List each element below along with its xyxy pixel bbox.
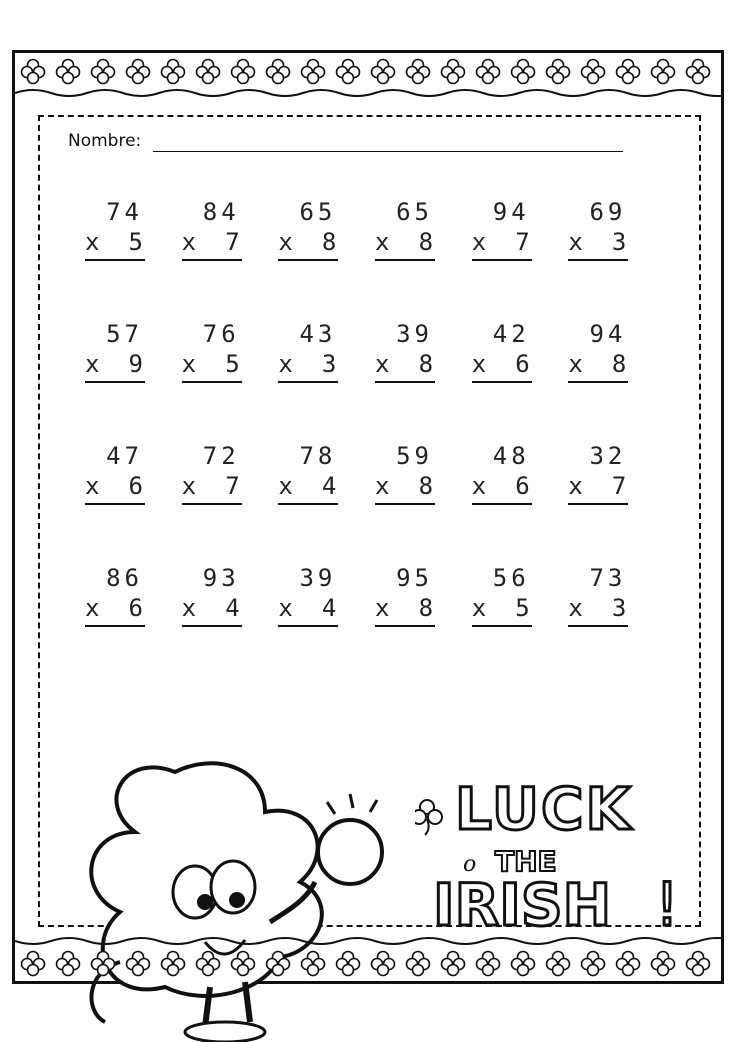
multiplication-problem bbox=[568, 563, 665, 685]
operator-x: x bbox=[375, 228, 390, 256]
multiplication-problem bbox=[278, 441, 375, 563]
answer-line[interactable] bbox=[375, 259, 435, 261]
title-irish: IRISH bbox=[433, 871, 612, 937]
multiplication-problem bbox=[182, 441, 279, 563]
multiplier-row bbox=[472, 227, 530, 257]
name-line[interactable] bbox=[153, 151, 623, 152]
clover-icon bbox=[337, 60, 360, 84]
shamrock-mascot-icon bbox=[65, 742, 405, 1042]
operator-x: x bbox=[278, 350, 293, 378]
multiplicand: 74 bbox=[106, 198, 143, 226]
clover-icon bbox=[407, 952, 430, 976]
multiplier: 6 bbox=[515, 350, 530, 378]
clover-icon bbox=[372, 60, 395, 84]
answer-line[interactable] bbox=[568, 259, 628, 261]
multiplier: 7 bbox=[225, 472, 240, 500]
multiplication-problem bbox=[85, 563, 182, 685]
clover-icon bbox=[162, 952, 185, 976]
clover-icon bbox=[652, 952, 675, 976]
multiplication-problem bbox=[472, 197, 569, 319]
clover-border-bottom bbox=[15, 933, 721, 981]
multiplier-row bbox=[278, 471, 336, 501]
small-clover-icon bbox=[415, 800, 442, 835]
multiplication-problem bbox=[472, 441, 569, 563]
answer-line[interactable] bbox=[568, 503, 628, 505]
clover-icon bbox=[197, 952, 220, 976]
clover-icon bbox=[22, 952, 45, 976]
multiplier-row bbox=[375, 593, 433, 623]
clover-icon bbox=[127, 60, 150, 84]
multiplicand: 39 bbox=[299, 564, 337, 592]
multiplier-row bbox=[182, 471, 240, 501]
clover-icon bbox=[267, 60, 290, 84]
multiplication-problem bbox=[472, 563, 569, 685]
multiplicand: 43 bbox=[299, 320, 337, 348]
multiplier: 8 bbox=[418, 228, 434, 256]
clover-icon bbox=[232, 952, 255, 976]
multiplier: 6 bbox=[128, 472, 143, 500]
multiplication-problem bbox=[375, 319, 472, 441]
multiplier-row bbox=[568, 471, 626, 501]
multiplicand: 95 bbox=[396, 564, 434, 592]
answer-line[interactable] bbox=[278, 625, 338, 627]
operator-x: x bbox=[568, 472, 583, 500]
multiplicand: 84 bbox=[202, 198, 240, 226]
operator-x: x bbox=[181, 594, 197, 622]
multiplier: 8 bbox=[611, 350, 627, 378]
answer-line[interactable] bbox=[182, 259, 242, 261]
clover-icon bbox=[92, 952, 115, 976]
multiplier: 5 bbox=[225, 350, 240, 378]
multiplicand: 73 bbox=[589, 564, 627, 592]
answer-line[interactable] bbox=[278, 381, 338, 383]
multiplication-problem bbox=[182, 563, 279, 685]
clover-icon bbox=[687, 952, 710, 976]
clover-icon bbox=[267, 952, 290, 976]
multiplier: 6 bbox=[515, 472, 530, 500]
multiplier: 7 bbox=[515, 228, 530, 256]
operator-x: x bbox=[568, 228, 583, 256]
multiplication-problem bbox=[375, 563, 472, 685]
multiplier: 4 bbox=[321, 594, 337, 622]
multiplier-row bbox=[568, 349, 626, 379]
multiplication-problem bbox=[85, 197, 182, 319]
operator-x: x bbox=[181, 228, 197, 256]
answer-line[interactable] bbox=[472, 381, 532, 383]
multiplication-problem bbox=[182, 319, 279, 441]
problem-row bbox=[85, 441, 665, 563]
clover-icon bbox=[652, 60, 675, 84]
operator-x: x bbox=[278, 228, 293, 256]
multiplier-row bbox=[278, 349, 336, 379]
clover-icon bbox=[57, 952, 80, 976]
operator-x: x bbox=[471, 350, 487, 378]
answer-line[interactable] bbox=[375, 625, 435, 627]
operator-x: x bbox=[85, 472, 100, 500]
multiplier-row bbox=[182, 349, 240, 379]
clover-icon bbox=[92, 60, 115, 84]
clover-icon bbox=[512, 60, 535, 84]
operator-x: x bbox=[181, 350, 197, 378]
operator-x: x bbox=[375, 472, 390, 500]
title-exclaim: ! bbox=[655, 870, 680, 937]
title-luck: LUCK bbox=[455, 775, 633, 843]
multiplicand: 69 bbox=[589, 198, 627, 226]
multiplier: 8 bbox=[321, 228, 337, 256]
multiplicand: 86 bbox=[106, 564, 143, 592]
clover-icon bbox=[582, 952, 605, 976]
answer-line[interactable] bbox=[85, 503, 145, 505]
operator-x: x bbox=[471, 472, 487, 500]
multiplier-row bbox=[472, 471, 530, 501]
answer-line[interactable] bbox=[85, 381, 145, 383]
clover-icon bbox=[582, 60, 605, 84]
answer-line[interactable] bbox=[85, 625, 145, 627]
multiplier: 8 bbox=[418, 472, 434, 500]
problem-grid bbox=[85, 197, 665, 685]
multiplication-problem bbox=[375, 197, 472, 319]
multiplier: 4 bbox=[321, 472, 337, 500]
title-o: o bbox=[463, 852, 477, 877]
multiplier-row bbox=[375, 227, 433, 257]
clover-icon bbox=[512, 952, 535, 976]
clover-icon bbox=[22, 60, 45, 84]
multiplier: 8 bbox=[418, 350, 434, 378]
multiplier-row bbox=[568, 227, 626, 257]
multiplier: 5 bbox=[128, 228, 143, 256]
clover-icon bbox=[617, 952, 640, 976]
clover-icon bbox=[547, 60, 570, 84]
answer-line[interactable] bbox=[278, 259, 338, 261]
multiplier-row bbox=[375, 349, 433, 379]
multiplicand: 59 bbox=[396, 442, 434, 470]
operator-x: x bbox=[471, 228, 487, 256]
multiplier-row bbox=[182, 593, 240, 623]
multiplier-row bbox=[278, 227, 336, 257]
multiplier: 7 bbox=[225, 228, 240, 256]
clover-icon bbox=[302, 60, 325, 84]
luck-of-the-irish-title bbox=[415, 767, 695, 941]
multiplier: 7 bbox=[611, 472, 627, 500]
operator-x: x bbox=[85, 228, 100, 256]
multiplicand: 42 bbox=[492, 320, 530, 348]
problem-row bbox=[85, 197, 665, 319]
operator-x: x bbox=[375, 350, 390, 378]
multiplier-row bbox=[85, 227, 143, 257]
answer-line[interactable] bbox=[182, 625, 242, 627]
worksheet-frame bbox=[12, 50, 724, 984]
clover-icon bbox=[442, 952, 465, 976]
operator-x: x bbox=[278, 472, 293, 500]
multiplication-problem bbox=[568, 197, 665, 319]
multiplier: 9 bbox=[128, 350, 143, 378]
clover-icon bbox=[442, 60, 465, 84]
answer-line[interactable] bbox=[472, 625, 532, 627]
answer-line[interactable] bbox=[85, 259, 145, 261]
clover-icon bbox=[477, 60, 500, 84]
multiplication-problem bbox=[85, 319, 182, 441]
multiplicand: 48 bbox=[492, 442, 530, 470]
multiplicand: 39 bbox=[396, 320, 434, 348]
multiplier: 6 bbox=[128, 594, 143, 622]
clover-icon bbox=[547, 952, 570, 976]
clover-icon bbox=[477, 952, 500, 976]
multiplication-problem bbox=[568, 441, 665, 563]
multiplier: 3 bbox=[321, 350, 337, 378]
operator-x: x bbox=[85, 594, 100, 622]
clover-icon bbox=[617, 60, 640, 84]
operator-x: x bbox=[375, 594, 390, 622]
multiplier-row bbox=[472, 349, 530, 379]
clover-icon bbox=[687, 60, 710, 84]
multiplicand: 94 bbox=[589, 320, 627, 348]
clover-border-top bbox=[15, 53, 721, 101]
multiplicand: 72 bbox=[202, 442, 240, 470]
multiplication-problem bbox=[472, 319, 569, 441]
multiplication-problem bbox=[278, 319, 375, 441]
clover-icon bbox=[57, 60, 80, 84]
worksheet-panel bbox=[38, 115, 701, 937]
clover-icon bbox=[302, 952, 325, 976]
answer-line[interactable] bbox=[568, 625, 628, 627]
multiplier-row bbox=[278, 593, 336, 623]
multiplier-row bbox=[85, 471, 143, 501]
answer-line[interactable] bbox=[278, 503, 338, 505]
multiplier-row bbox=[375, 471, 433, 501]
multiplication-problem bbox=[182, 197, 279, 319]
multiplication-problem bbox=[568, 319, 665, 441]
operator-x: x bbox=[181, 472, 197, 500]
problem-row bbox=[85, 563, 665, 685]
problem-row bbox=[85, 319, 665, 441]
name-label: Nombre: bbox=[68, 131, 142, 151]
answer-line[interactable] bbox=[472, 503, 532, 505]
answer-line[interactable] bbox=[375, 381, 435, 383]
multiplicand: 32 bbox=[589, 442, 627, 470]
multiplier-row bbox=[182, 227, 240, 257]
multiplier: 3 bbox=[611, 228, 627, 256]
clover-icon bbox=[407, 60, 430, 84]
multiplier: 3 bbox=[611, 594, 627, 622]
multiplicand: 94 bbox=[492, 198, 530, 226]
operator-x: x bbox=[568, 594, 583, 622]
multiplicand: 57 bbox=[106, 320, 143, 348]
clover-icon bbox=[337, 952, 360, 976]
clover-icon bbox=[197, 60, 220, 84]
multiplication-problem bbox=[278, 563, 375, 685]
multiplier: 4 bbox=[225, 594, 240, 622]
answer-line[interactable] bbox=[182, 381, 242, 383]
multiplicand: 56 bbox=[492, 564, 530, 592]
multiplicand: 47 bbox=[106, 442, 143, 470]
multiplier-row bbox=[85, 349, 143, 379]
multiplier-row bbox=[568, 593, 626, 623]
multiplication-problem bbox=[85, 441, 182, 563]
multiplier: 8 bbox=[418, 594, 434, 622]
multiplier: 5 bbox=[515, 594, 530, 622]
operator-x: x bbox=[568, 350, 583, 378]
clover-icon bbox=[162, 60, 185, 84]
title-the: THE bbox=[495, 845, 557, 878]
multiplicand: 76 bbox=[202, 320, 240, 348]
multiplicand: 93 bbox=[202, 564, 240, 592]
operator-x: x bbox=[278, 594, 293, 622]
multiplicand: 78 bbox=[299, 442, 337, 470]
multiplicand: 65 bbox=[396, 198, 434, 226]
multiplication-problem bbox=[375, 441, 472, 563]
answer-line[interactable] bbox=[568, 381, 628, 383]
answer-line[interactable] bbox=[182, 503, 242, 505]
clover-icon bbox=[232, 60, 255, 84]
multiplicand: 65 bbox=[299, 198, 337, 226]
clover-icon bbox=[372, 952, 395, 976]
multiplication-problem bbox=[278, 197, 375, 319]
multiplier-row bbox=[472, 593, 530, 623]
operator-x: x bbox=[471, 594, 487, 622]
clover-icon bbox=[127, 952, 150, 976]
answer-line[interactable] bbox=[375, 503, 435, 505]
multiplier-row bbox=[85, 593, 143, 623]
operator-x: x bbox=[85, 350, 100, 378]
answer-line[interactable] bbox=[472, 259, 532, 261]
